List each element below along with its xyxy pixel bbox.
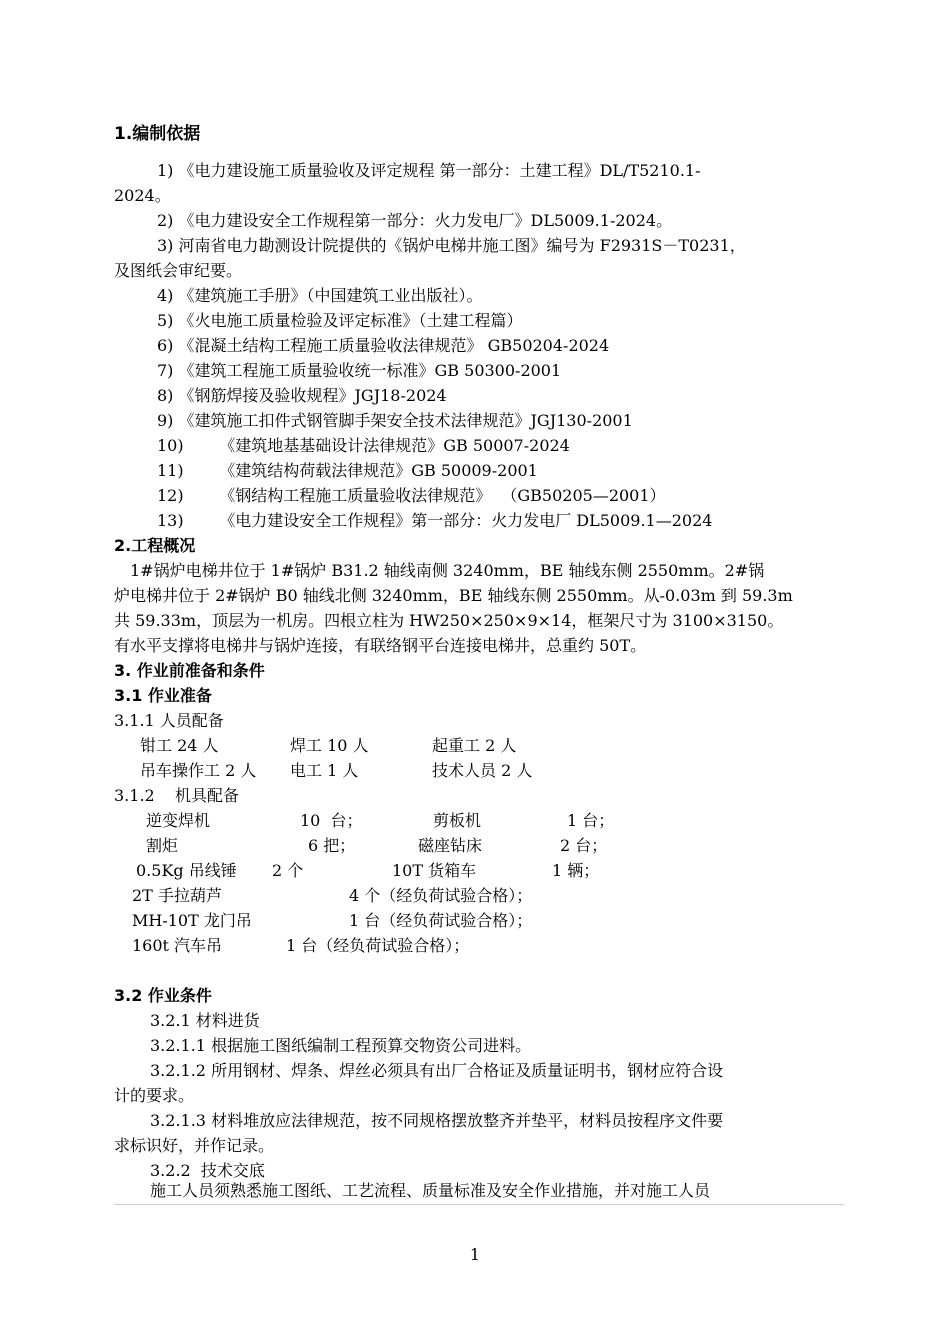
reference-item: 2) 《电力建设安全工作规程第一部分：火力发电厂》DL5009.1-2024。 [157, 211, 673, 230]
staff-cell: 吊车操作工 2 人 [140, 761, 257, 780]
equipment-qty: 10 台； [300, 811, 363, 830]
footer-divider [114, 1204, 844, 1205]
overview-paragraph-line: 炉电梯井位于 2#锅炉 B0 轴线北侧 3240mm，BE 轴线东侧 2550mm。从-0.03m 到 59.3m [114, 586, 793, 605]
reference-item: 6) 《混凝土结构工程施工质量验收法律规范》 GB50204-2024 [157, 336, 610, 355]
subsection-3-2-heading: 3.2 作业条件 [114, 986, 212, 1005]
reference-item: 10) 《建筑地基基础设计法律规范》GB 50007-2024 [157, 436, 570, 455]
equipment-qty: 2 个 [272, 861, 304, 880]
equipment-name: 割炬 [146, 836, 179, 855]
equipment-name: 逆变焊机 [146, 811, 211, 830]
equipment-name: 10T 货箱车 [392, 861, 477, 880]
staffing-heading: 3.1.1 人员配备 [114, 711, 224, 730]
equipment-name: 剪板机 [433, 811, 482, 830]
equipment-qty: 1 台（经负荷试验合格）； [286, 936, 470, 955]
overview-paragraph-line: 1#锅炉电梯井位于 1#锅炉 B31.2 轴线南侧 3240mm，BE 轴线东侧 2550mm。2#锅 [130, 561, 765, 580]
overview-paragraph-line: 有水平支撑将电梯井与锅炉连接，有联络钢平台连接电梯井，总重约 50T。 [114, 636, 647, 655]
equipment-name: 磁座钻床 [418, 836, 483, 855]
equipment-name: MH-10T 龙门吊 [132, 911, 252, 930]
section-1-heading: 1.编制依据 [114, 124, 201, 144]
condition-line: 3.2.1.1 根据施工图纸编制工程预算交物资公司进料。 [150, 1036, 532, 1055]
section-2-heading: 2.工程概况 [114, 536, 196, 555]
condition-line: 3.2.1.3 材料堆放应法律规范，按不同规格摆放整齐并垫平，材料员按程序文件要 [150, 1111, 724, 1130]
condition-line: 求标识好，并作记录。 [114, 1136, 275, 1155]
reference-item: 8) 《钢筋焊接及验收规程》JGJ18-2024 [157, 386, 447, 405]
equipment-heading: 3.1.2 机具配备 [114, 786, 240, 805]
equipment-name: 160t 汽车吊 [132, 936, 223, 955]
section-3-heading: 3. 作业前准备和条件 [114, 661, 265, 680]
condition-line: 施工人员须熟悉施工图纸、工艺流程、质量标准及安全作业措施，并对施工人员 [150, 1181, 711, 1200]
equipment-qty: 6 把； [308, 836, 356, 855]
reference-item: 7) 《建筑工程施工质量验收统一标准》GB 50300-2001 [157, 361, 562, 380]
reference-item: 11) 《建筑结构荷载法律规范》GB 50009-2001 [157, 461, 538, 480]
reference-item: 12) 《钢结构工程施工质量验收法律规范》 （GB50205—2001） [157, 486, 666, 505]
staff-cell: 技术人员 2 人 [432, 761, 533, 780]
reference-item: 5) 《火电施工质量检验及评定标准》（土建工程篇） [157, 311, 523, 330]
condition-line: 3.2.1 材料进货 [150, 1011, 260, 1030]
condition-line: 计的要求。 [114, 1086, 195, 1105]
condition-line: 3.2.1.2 所用钢材、焊条、焊丝必须具有出厂合格证及质量证明书，钢材应符合设 [150, 1061, 724, 1080]
equipment-name: 2T 手拉葫芦 [132, 886, 222, 905]
equipment-qty: 1 辆； [552, 861, 600, 880]
equipment-qty: 1 台（经负荷试验合格）； [349, 911, 533, 930]
staff-cell: 电工 1 人 [290, 761, 359, 780]
page-number: 1 [469, 1245, 481, 1264]
reference-item: 13) 《电力建设安全工作规程》第一部分：火力发电厂 DL5009.1—2024 [157, 511, 713, 530]
condition-line: 3.2.2 技术交底 [150, 1161, 265, 1180]
overview-paragraph-line: 共 59.33m，顶层为一机房。四根立柱为 HW250×250×9×14，框架尺寸为 3100×3150。 [114, 611, 784, 630]
equipment-qty: 4 个（经负荷试验合格）； [349, 886, 533, 905]
reference-item: 3) 河南省电力勘测设计院提供的《锅炉电梯井施工图》编号为 F2931S－T0231， [157, 236, 746, 255]
reference-item: 1) 《电力建设施工质量验收及评定规程 第一部分：土建工程》DL/T5210.1- [157, 161, 701, 180]
reference-item: 4) 《建筑施工手册》（中国建筑工业出版社）。 [157, 286, 483, 305]
equipment-name: 0.5Kg 吊线锤 [136, 861, 237, 880]
subsection-3-1-heading: 3.1 作业准备 [114, 686, 212, 705]
staff-cell: 起重工 2 人 [432, 736, 517, 755]
equipment-qty: 2 台； [560, 836, 608, 855]
equipment-qty: 1 台； [567, 811, 615, 830]
reference-item-continuation: 及图纸会审纪要。 [114, 261, 243, 280]
reference-item: 9) 《建筑施工扣件式钢管脚手架安全技术法律规范》JGJ130-2001 [157, 411, 633, 430]
reference-item-continuation: 2024。 [114, 186, 171, 205]
staff-cell: 钳工 24 人 [140, 736, 219, 755]
staff-cell: 焊工 10 人 [290, 736, 369, 755]
